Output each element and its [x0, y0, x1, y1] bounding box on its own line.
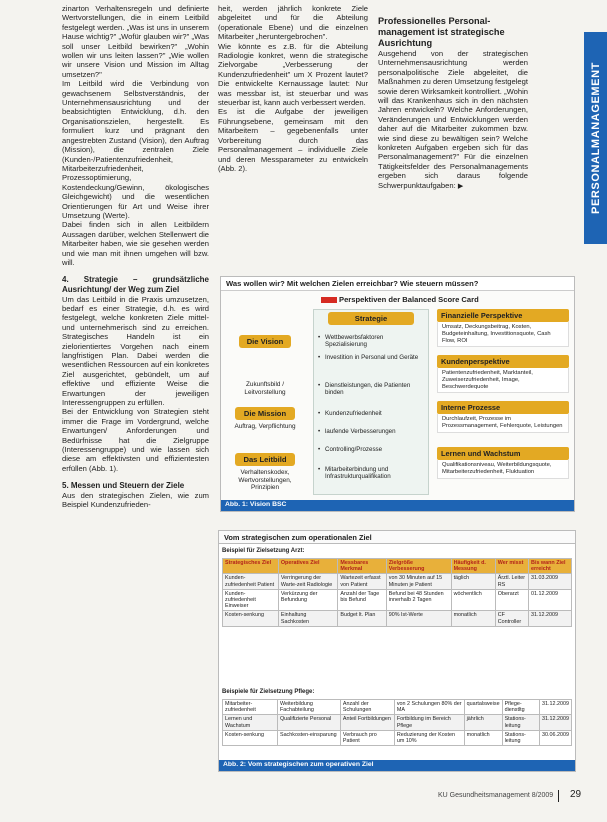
perspective-financial [437, 309, 569, 347]
perspective-heading: Kundenperspektive [437, 355, 569, 368]
table-section-label: Beispiele für Zielsetzung Pflege: [222, 689, 315, 695]
table-cell: Anzahl der Tage bis Befund [338, 589, 386, 611]
table-cell: von 2 Schulungen 80% der MA [394, 700, 464, 715]
table-cell: Anteil Fortbildungen [340, 715, 394, 730]
table-cell: 30.06.2009 [539, 730, 571, 745]
mission-label: Die Mission [235, 407, 295, 420]
vision-label: Die Vision [239, 335, 291, 348]
column-header: Zielgröße Verbesserung [386, 559, 451, 574]
table-cell: Fortbildung im Bereich Pflege [394, 715, 464, 730]
strategy-item: • laufende Verbesserungen [318, 428, 424, 435]
paragraph: Dabei finden sich in allen Leitbildern Aussagen darüber, welchen Stellenwert die Mitarbeiter haben, wie sie gesehen werden und wie man mit ihnen umgehen will bzw. will. [62, 220, 209, 267]
table-cell: 31.12.2009 [539, 700, 571, 715]
page-number: 29 [570, 789, 582, 800]
strategy-item: • Wettbewerbsfaktoren Spezialisierung [318, 334, 424, 348]
column-header: Häufigkeit d. Messung [451, 559, 495, 574]
perspective-body: Umsatz, Deckungsbeitrag, Kosten, Budgeteinhaltung, Investitionsquote, Cash Flow, ROI [437, 322, 569, 347]
paragraph: Im Leitbild wird die Verbindung von gewachsenem Selbstverständnis, der Unternehmensausrichtung und der beabsichtigten Entwicklung, d.h. den Organisationszielen, hergestellt. Es formuliert kurz und prägnant den angestrebten Zustand (Vision), den Auftrag (Mission), die zentralen Ziele (Kunden-/Patientenzufriedenheit, Mitarbeiterzufriedenheit, Prozessoptimierung, Kostendeckung/Gewinn, ökologisches Gleichgewicht) und die wesentlichen Orientierungen für Art und Weise ihrer Umsetzung (Werte). [62, 79, 209, 220]
perspective-body: Durchlaufzeit, Prozesse im Prozessmanagement, Fehlerquote, Leistungen [437, 414, 569, 433]
table-cell: Qualifizierte Personal [277, 715, 340, 730]
figure-title: Vom strategischen zum operationalen Ziel [219, 531, 575, 544]
table-cell: monatlich [451, 611, 495, 626]
table-cell: 31.12.2009 [539, 715, 571, 730]
strategy-item: • Kundenzufriedenheit [318, 410, 424, 417]
table-cell: Stations-leitung [502, 730, 539, 745]
table-cell: wöchentlich [451, 589, 495, 611]
table-cell: Kunden-zufriedenheit Einweiser [223, 589, 279, 611]
leitbild-description: Verhaltenskodex, Wertvorstellungen, Prinzipien [238, 469, 292, 492]
figure-balanced-scorecard [220, 276, 575, 512]
section-tab-label: PERSONALMANAGEMENT [589, 62, 602, 214]
column-header: Operatives Ziel [278, 559, 338, 574]
column-header: Strategisches Ziel [223, 559, 279, 574]
paragraph [378, 49, 528, 191]
table-row [223, 715, 572, 730]
table-cell: Reduzierung der Kosten um 10% [394, 730, 464, 745]
arrow-right-icon [321, 297, 337, 303]
table-cell: Stations-leitung [502, 715, 539, 730]
figure-subtitle: Perspektiven der Balanced Score Card [339, 295, 479, 304]
perspective-heading: Finanzielle Perspektive [437, 309, 569, 322]
goal-table-nursing [222, 699, 572, 746]
perspective-heading: Lernen und Wachstum [437, 447, 569, 460]
column-header: Messbares Merkmal [338, 559, 386, 574]
table-cell: Einhaltung Sachkosten [278, 611, 338, 626]
figure-caption: Abb. 2: Vom strategischen zum operativen Ziel [219, 760, 575, 771]
table-cell: monatlich [464, 730, 502, 745]
paragraph: Aus den strategischen Zielen, wie zum Beispiel Kundenzufrieden- [62, 490, 209, 510]
paragraph: heit, werden jährlich konkrete Ziele abgeleitet und für die Abteilung (operationale Ebene) und die einzelnen Mitarbeiter „heruntergebrochen". [218, 4, 368, 42]
table-row [223, 611, 572, 626]
table-cell: Kunden-zufriedenheit Patient [223, 574, 279, 589]
perspective-body: Qualifikationsniveau, Weiterbildungsquote, Mitarbeiterzufriedenheit, Fluktuation [437, 460, 569, 479]
table-cell: Verringerung der Warte-zeit Radiologie [278, 574, 338, 589]
table-cell: 31.03.2009 [529, 574, 572, 589]
leitbild-label: Das Leitbild [235, 453, 295, 466]
paragraph: Wie könnte es z.B. für die Abteilung Radiologie konkret, wenn die strategische Zielvorgabe „Verbesserung der Kundenzufriedenheit" um X Prozent lautet? Die entwickelte Kernaussage lautet: Nur was messbar ist, ist steuerbar und was steuerbar ist, kann auch verbessert werden. [218, 41, 368, 108]
table-cell: Kosten-senkung [223, 611, 279, 626]
table-cell: CF Controller [495, 611, 528, 626]
paragraph-text: Ausgehend von der strategischen Unternehmensausrichtung werden personalpolitische Ziele abgeleitet, die Maßnahmen zu deren Umsetzung festgelegt sowie deren Wirksamkeit kontrolliert. „Wohin will das Krankenhaus sich in den nächsten Jahren entwickeln? Welche Anforderungen, Veränderungen und Entwicklungen werden daher auf die Mitarbeiter zukommen bzw. wie sind diese zu bewältigen sein? Welche konkreten Aufgaben ergeben sich für das Personalmanagement?" Für die einzelnen Tätigkeitsfelder des Personalmanagements ergeben sich daraus folgende Schwerpunktaufgaben: [378, 49, 528, 190]
table-cell: Befund bei 48 Stunden innerhalb 2 Tagen [386, 589, 451, 611]
continue-arrow-icon: ▶ [457, 182, 464, 190]
table-header-row [223, 559, 572, 574]
paragraph: Bei der Entwicklung von Strategien steht immer die Frage im Vordergrund, welche Erwartungen/ Anforderungen und Bedürfnisse hat die Zielgruppe (Interessengruppe) und wie lassen sich diese am effektivsten und effizientesten erfüllen (Abb. 1). [62, 407, 209, 473]
table-section-label: Beispiel für Zielsetzung Arzt: [222, 548, 305, 554]
section-tab [584, 32, 607, 244]
table-row [223, 574, 572, 589]
footer-divider [558, 790, 559, 802]
table-cell: täglich [451, 574, 495, 589]
paragraph: Um das Leitbild in die Praxis umzusetzen, bedarf es einer Strategie, d.h. es wird festgelegt, welche konkreten Ziele mittel- und unternehmerisch sind zu erreichen. Strategisches Handeln ist ein zielorientiertes Vorgehen nach einem langfristigen Plan. Dabei werden die wesentlichen Ressourcen auf ein konkretes Ziel ausgerichtet, gebündelt, um auf effektive und effiziente Weise die Erwartungen der jeweiligen Interessengruppen zu erfüllen. [62, 294, 209, 408]
strategy-box [313, 309, 429, 495]
table-cell: von 30 Minuten auf 15 Minuten je Patient [386, 574, 451, 589]
column-header: Wer misst [495, 559, 528, 574]
text-column-1 [62, 4, 209, 510]
perspective-heading: Interne Prozesse [437, 401, 569, 414]
column-heading: Professionelles Personal-management ist strategische Ausrichtung [378, 16, 505, 48]
figure-question-bar: Was wollen wir? Mit welchen Zielen erreichbar? Wie steuern müssen? [221, 277, 574, 291]
table-cell: jährlich [464, 715, 502, 730]
perspective-body: Patientenzufriedenheit, Marktanteil, Zuweiserzufriedenheit, Image, Beschwerdequote [437, 368, 569, 393]
table-cell: Kosten-senkung [223, 730, 278, 745]
strategy-item: • Controlling/Prozesse [318, 446, 424, 453]
strategy-item: • Investition in Personal und Geräte [318, 354, 424, 361]
table-cell: Verkürzung der Befundung [278, 589, 338, 611]
table-cell: Weiterbildung Fachabteilung [277, 700, 340, 715]
mission-description: Auftrag, Verpflichtung [234, 423, 296, 430]
paragraph: Es ist die Aufgabe der jeweiligen Führungsebene, gemeinsam mit den Mitarbeitern – gegebenenfalls unter Vorbereitung durch das Personalmanagement – individuelle Ziele und deren Messparameter zu entwickeln (Abb. 2). [218, 107, 368, 173]
paragraph: zinarton Verhaltensregeln und definierte Wertvorstellungen, die in einem Leitbild festgelegt werden. „Was ist uns in unserem Hause wichtig?" „Wofür glauben wir?" „Was soll unser Leitbild bewirken?" „Wohin wollen wir uns leiten lassen?" „Wie wollen wir unsere Vision und Mission im Alltag umsetzen?" [62, 4, 209, 79]
table-row [223, 730, 572, 745]
strategy-item: • Dienstleistungen, die Patienten binden [318, 382, 424, 396]
section-heading: 5. Messen und Steuern der Ziele [62, 481, 185, 491]
table-cell: 90% Ist-Werte [386, 611, 451, 626]
text-column-3 [378, 16, 528, 191]
page-footer: KU Gesundheitsmanagement 8/2009 [438, 792, 554, 799]
table-cell: Lernen und Wachstum [223, 715, 278, 730]
table-cell: quartalsweise [464, 700, 502, 715]
table-cell: Oberarzt [495, 589, 528, 611]
column-header: Bis wann Ziel erreicht [529, 559, 572, 574]
table-cell: Budget lt. Plan [338, 611, 386, 626]
perspective-customer [437, 355, 569, 393]
table-cell: Pflege-dienstltg [502, 700, 539, 715]
strategy-item: • Mitarbeiterbindung und Infrastrukturqualifikation [318, 466, 424, 480]
strategy-label: Strategie [328, 312, 414, 325]
table-cell: 01.12.2009 [529, 589, 572, 611]
section-heading: 4. Strategie – grundsätzliche Ausrichtung/ der Weg zum Ziel [62, 275, 209, 294]
figure-goal-table [218, 530, 576, 772]
vision-description: Zukunftsbild / Leitvorstellung [244, 381, 286, 396]
table-cell: 31.12.2009 [529, 611, 572, 626]
table-row [223, 700, 572, 715]
table-cell: Verbrauch pro Patient [340, 730, 394, 745]
perspective-internal-processes [437, 401, 569, 433]
figure-caption: Abb. 1: Vision BSC [221, 500, 574, 511]
table-cell: Ärztl. Leiter RS [495, 574, 528, 589]
table-cell: Wartezeit erfasst von Patient [338, 574, 386, 589]
text-column-2 [218, 4, 368, 173]
table-row [223, 589, 572, 611]
table-cell: Anzahl der Schulungen [340, 700, 394, 715]
table-cell: Sachkosten-einsparung [277, 730, 340, 745]
table-cell: Mitarbeiter-zufriedenheit [223, 700, 278, 715]
goal-table-doctor [222, 558, 572, 627]
perspective-learning-growth [437, 447, 569, 479]
